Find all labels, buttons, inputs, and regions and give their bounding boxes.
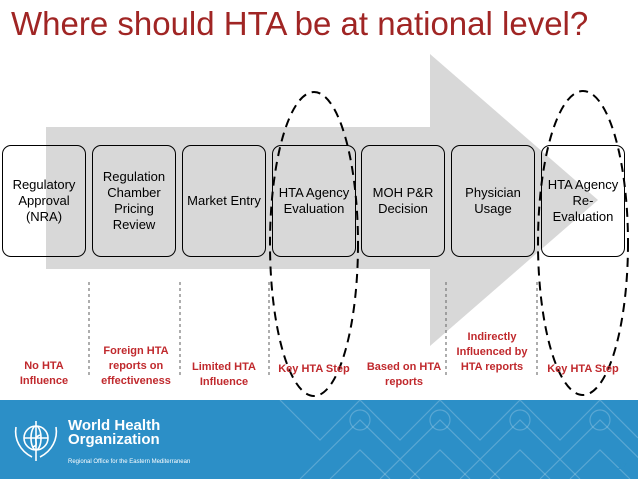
influence-label: Key HTA Step	[278, 363, 350, 375]
step-label: HTA Agency Evaluation	[278, 185, 350, 216]
influence-label: Key HTA Step	[547, 363, 619, 375]
step-box	[541, 145, 625, 257]
influence-label: Based on HTA reports	[366, 361, 442, 388]
step-label: Regulatory Approval (NRA)	[12, 177, 76, 224]
step-label: Physician Usage	[465, 185, 521, 216]
step-label: MOH P&R Decision	[372, 185, 434, 216]
step-box	[451, 145, 535, 257]
org-name	[68, 419, 160, 447]
org-name-line1: World Health	[68, 417, 161, 434]
influence-label: Foreign HTA reports on effectiveness	[101, 345, 171, 387]
step-box	[272, 145, 356, 257]
influence-label: Limited HTA Influence	[192, 361, 256, 388]
step-box	[361, 145, 445, 257]
influence-label: No HTA Influence	[19, 360, 69, 387]
org-region: Regional Office for the Eastern Mediterranean	[68, 459, 191, 465]
who-emblem-icon	[12, 417, 60, 468]
step-label: Market Entry	[187, 193, 261, 208]
slide-number: 17	[616, 461, 627, 471]
slide-title: Where should HTA be at national level?	[11, 5, 589, 42]
step-box	[2, 145, 86, 257]
step-box	[182, 145, 266, 257]
step-box	[92, 145, 176, 257]
step-label: HTA Agency Re-Evaluation	[547, 177, 619, 224]
step-label: Regulation Chamber Pricing Review	[102, 169, 166, 232]
org-name-line2: Organization	[68, 431, 160, 448]
influence-label: Indirectly Influenced by HTA reports	[456, 331, 528, 373]
